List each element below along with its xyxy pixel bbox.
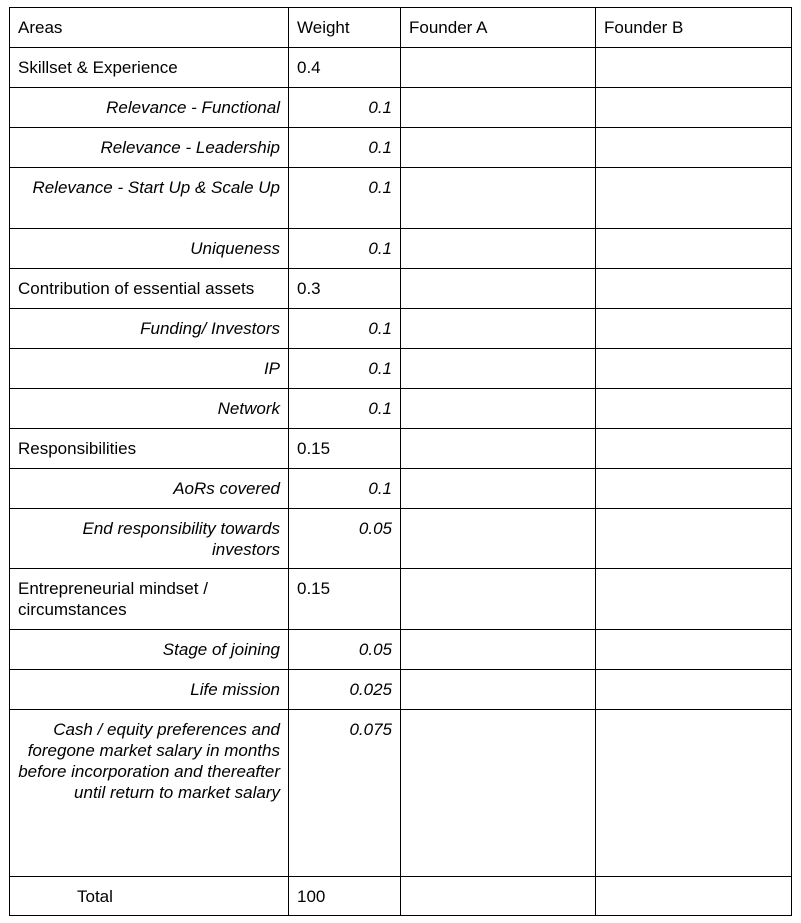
- area-cell: End responsibility towards investors: [10, 509, 289, 569]
- weight-cell: 0.1: [289, 88, 401, 128]
- area-cell: Relevance - Leadership: [10, 128, 289, 168]
- total-label: Total: [10, 877, 289, 916]
- area-cell: Cash / equity preferences and foregone market salary in months before incorporation and thereafter until return to market salary: [10, 710, 289, 877]
- founder-a-cell[interactable]: [401, 309, 596, 349]
- founder-a-cell[interactable]: [401, 509, 596, 569]
- total-weight: 100: [289, 877, 401, 916]
- founder-b-cell[interactable]: [596, 168, 792, 229]
- table-row: [10, 670, 792, 710]
- founder-a-cell[interactable]: [401, 48, 596, 88]
- founder-b-cell[interactable]: [596, 569, 792, 630]
- total-row: [10, 877, 792, 916]
- table-row: [10, 429, 792, 469]
- area-cell: Responsibilities: [10, 429, 289, 469]
- table-row: [10, 569, 792, 630]
- founder-b-cell[interactable]: [596, 349, 792, 389]
- table-row: [10, 710, 792, 877]
- area-cell: Skillset & Experience: [10, 48, 289, 88]
- founder-a-cell[interactable]: [401, 349, 596, 389]
- weight-cell: 0.1: [289, 229, 401, 269]
- area-cell: Funding/ Investors: [10, 309, 289, 349]
- table-row: [10, 168, 792, 229]
- weight-cell: 0.4: [289, 48, 401, 88]
- area-cell: Life mission: [10, 670, 289, 710]
- weight-cell: 0.1: [289, 128, 401, 168]
- founder-b-cell[interactable]: [596, 269, 792, 309]
- table-row: [10, 229, 792, 269]
- founder-b-cell[interactable]: [596, 229, 792, 269]
- founder-a-cell[interactable]: [401, 389, 596, 429]
- weight-cell: 0.1: [289, 469, 401, 509]
- founder-b-cell[interactable]: [596, 469, 792, 509]
- founder-a-cell[interactable]: [401, 88, 596, 128]
- table-row: [10, 128, 792, 168]
- founder-b-cell[interactable]: [596, 128, 792, 168]
- weight-cell: 0.1: [289, 349, 401, 389]
- area-cell: Relevance - Functional: [10, 88, 289, 128]
- total-founder-a-cell[interactable]: [401, 877, 596, 916]
- founder-a-cell[interactable]: [401, 469, 596, 509]
- weight-cell: 0.05: [289, 509, 401, 569]
- founder-b-cell[interactable]: [596, 309, 792, 349]
- founder-b-cell[interactable]: [596, 670, 792, 710]
- founder-b-cell[interactable]: [596, 48, 792, 88]
- table-row: [10, 509, 792, 569]
- founder-a-cell[interactable]: [401, 569, 596, 630]
- founder-a-cell[interactable]: [401, 269, 596, 309]
- area-cell: Uniqueness: [10, 229, 289, 269]
- area-cell: IP: [10, 349, 289, 389]
- header-weight: Weight: [289, 8, 401, 48]
- header-founder-a: Founder A: [401, 8, 596, 48]
- founder-a-cell[interactable]: [401, 710, 596, 877]
- area-cell: Entrepreneurial mindset / circumstances: [10, 569, 289, 630]
- founder-a-cell[interactable]: [401, 670, 596, 710]
- weight-cell: 0.1: [289, 389, 401, 429]
- founder-weighting-table: [9, 7, 792, 916]
- table-row: [10, 269, 792, 309]
- table-row: [10, 48, 792, 88]
- total-founder-b-cell[interactable]: [596, 877, 792, 916]
- weight-cell: 0.3: [289, 269, 401, 309]
- weight-cell: 0.025: [289, 670, 401, 710]
- weight-cell: 0.05: [289, 630, 401, 670]
- table-row: [10, 630, 792, 670]
- table-row: [10, 349, 792, 389]
- table-row: [10, 88, 792, 128]
- weight-cell: 0.075: [289, 710, 401, 877]
- header-founder-b: Founder B: [596, 8, 792, 48]
- founder-a-cell[interactable]: [401, 168, 596, 229]
- founder-a-cell[interactable]: [401, 128, 596, 168]
- weight-cell: 0.15: [289, 429, 401, 469]
- founder-a-cell[interactable]: [401, 229, 596, 269]
- table-row: [10, 469, 792, 509]
- area-cell: Stage of joining: [10, 630, 289, 670]
- founder-a-cell[interactable]: [401, 630, 596, 670]
- founder-b-cell[interactable]: [596, 88, 792, 128]
- weight-cell: 0.1: [289, 309, 401, 349]
- founder-b-cell[interactable]: [596, 389, 792, 429]
- table-row: [10, 309, 792, 349]
- weight-cell: 0.15: [289, 569, 401, 630]
- founder-b-cell[interactable]: [596, 630, 792, 670]
- area-cell: Network: [10, 389, 289, 429]
- header-row: [10, 8, 792, 48]
- header-areas: Areas: [10, 8, 289, 48]
- area-cell: Contribution of essential assets: [10, 269, 289, 309]
- founder-b-cell[interactable]: [596, 429, 792, 469]
- founder-a-cell[interactable]: [401, 429, 596, 469]
- weight-cell: 0.1: [289, 168, 401, 229]
- area-cell: AoRs covered: [10, 469, 289, 509]
- founder-b-cell[interactable]: [596, 509, 792, 569]
- founder-b-cell[interactable]: [596, 710, 792, 877]
- area-cell: Relevance - Start Up & Scale Up: [10, 168, 289, 229]
- table-row: [10, 389, 792, 429]
